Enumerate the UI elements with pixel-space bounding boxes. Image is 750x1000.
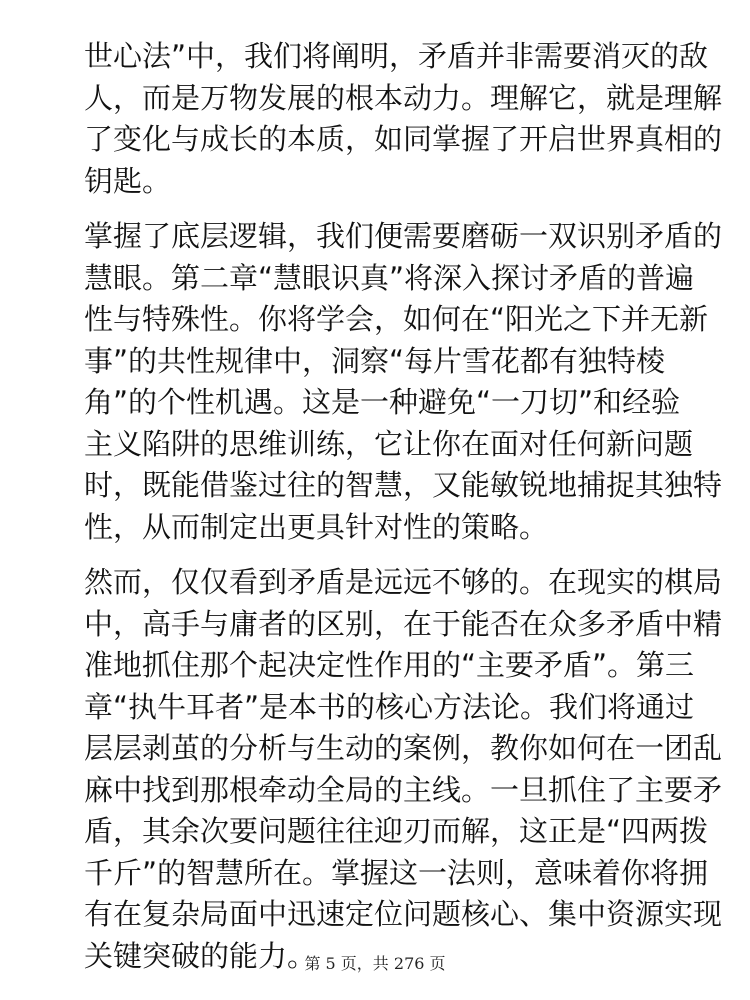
text-line: 有在复杂局面中迅速定位问题核心、集中资源实现 [84, 897, 723, 931]
text-line: 人，而是万物发展的根本动力。理解它，就是理解 [84, 80, 723, 115]
text-line: 千斤”的智慧所在。掌握这一法则，意味着你将拥 [84, 855, 709, 890]
text-line: 性，从而制定出更具针对性的策略。 [84, 509, 549, 544]
text-line: 时，既能借鉴过往的智慧，又能敏锐地捕捉其独特 [84, 468, 723, 502]
text-line: 角”的个性机遇。这是一种避免“一刀切”和经验 [84, 385, 681, 419]
text-line: 性与特殊性。你将学会，如何在“阳光之下并无新 [84, 302, 709, 336]
text-line: 中，高手与庸者的区别，在于能否在众多矛盾中精 [84, 606, 723, 641]
text-line: 层层剥茧的分析与生动的案例，教你如何在一团乱 [84, 731, 723, 765]
text-line: 准地抓住那个起决定性作用的“主要矛盾”。第三 [84, 648, 695, 682]
text-line: 盾，其余次要问题往往迎刃而解，这正是“四两拨 [84, 814, 709, 848]
text-line: 掌握了底层逻辑，我们便需要磨砺一双识别矛盾的 [84, 219, 723, 253]
text-line: 世心法”中，我们将阐明，矛盾并非需要消灭的敌 [84, 39, 709, 73]
paragraph-1 [84, 36, 723, 202]
page-number: 第 5 页，共 276 页 [304, 954, 446, 973]
paragraph-3 [84, 562, 723, 977]
text-line: 主义陷阱的思维训练，它让你在面对任何新问题 [84, 426, 694, 461]
text-line: 章“执牛耳者”是本书的核心方法论。我们将通过 [84, 689, 695, 724]
text-line: 事”的共性规律中，洞察“每片雪花都有独特棱 [84, 343, 666, 378]
paragraph-2 [84, 216, 723, 548]
text-line: 然而，仅仅看到矛盾是远远不够的。在现实的棋局 [84, 565, 723, 599]
text-line: 关键突破的能力。 [84, 938, 317, 973]
body-text [84, 36, 723, 991]
text-line: 了变化与成长的本质，如同掌握了开启世界真相的 [84, 122, 723, 156]
text-line: 钥匙。 [84, 163, 172, 198]
text-line: 麻中找到那根牵动全局的主线。一旦抓住了主要矛 [84, 772, 723, 807]
text-line: 慧眼。第二章“慧眼识真”将深入探讨矛盾的普遍 [84, 260, 695, 295]
